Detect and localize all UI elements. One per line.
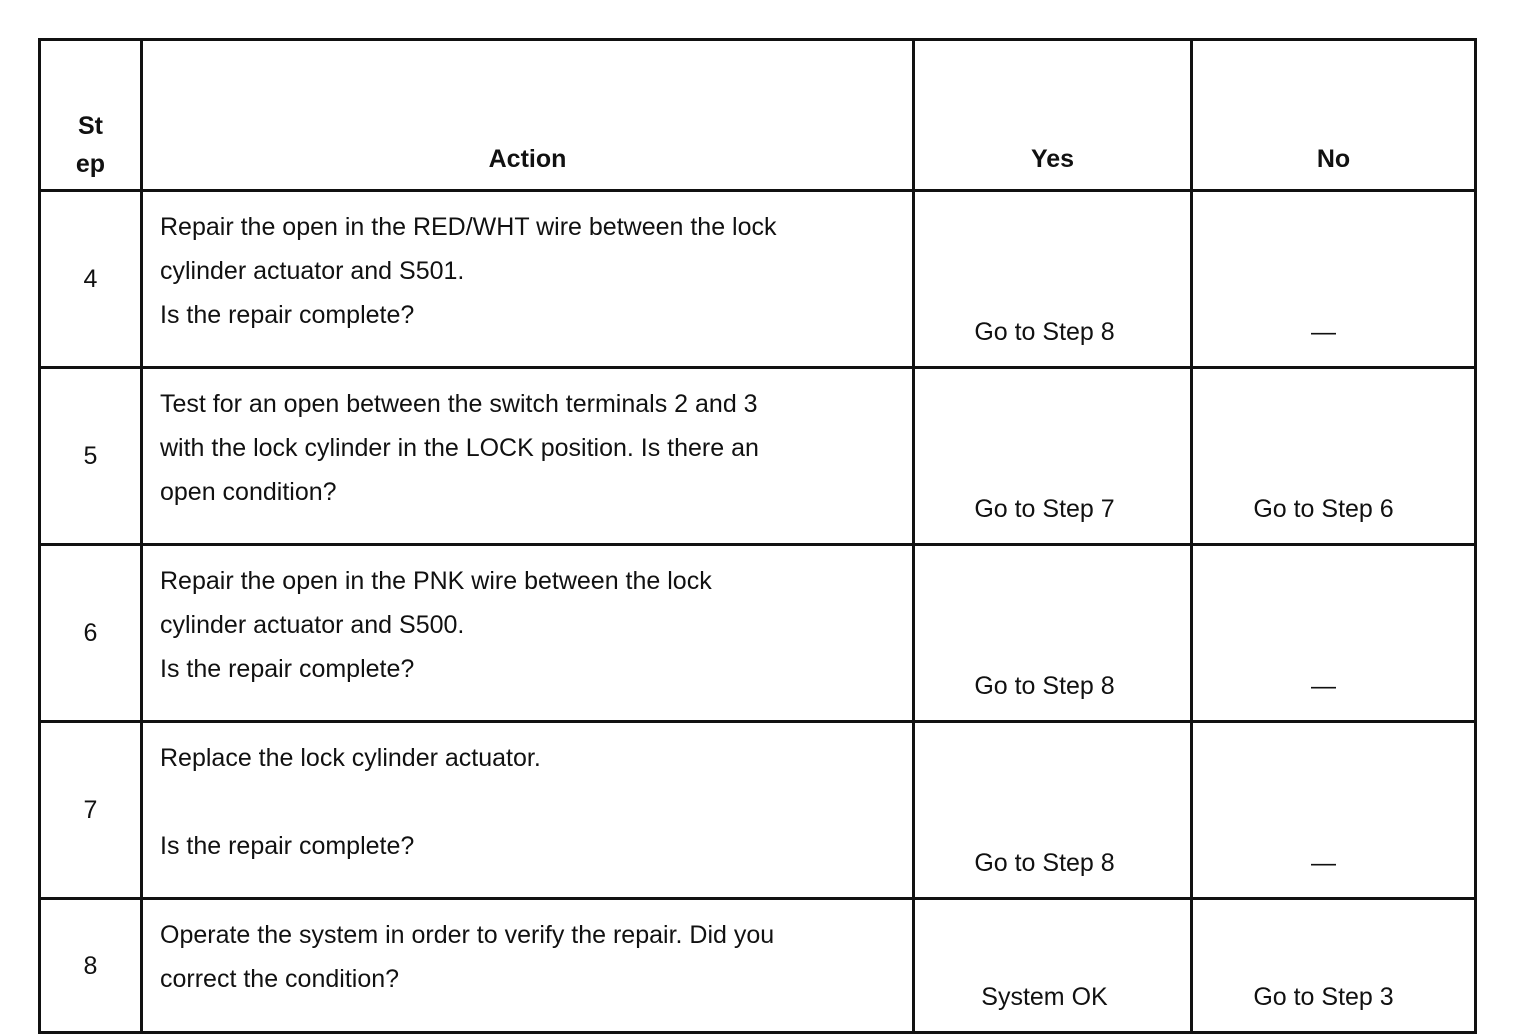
action-line: Repair the open in the PNK wire between the lock <box>160 567 712 595</box>
action-line: correct the condition? <box>160 965 400 993</box>
no-result: — <box>1311 318 1336 346</box>
header-step <box>40 40 142 191</box>
no-cell <box>1192 722 1476 899</box>
action-line: Repair the open in the RED/WHT wire between the lock <box>160 213 777 241</box>
action-line: cylinder actuator and S501. <box>160 257 465 285</box>
yes-cell <box>914 722 1192 899</box>
action-line: Replace the lock cylinder actuator. <box>160 744 541 772</box>
action-cell <box>142 368 914 545</box>
action-line: Operate the system in order to verify the repair. Did you <box>160 921 775 949</box>
action-line: Is the repair complete? <box>160 655 415 683</box>
table-row <box>40 722 1476 899</box>
action-cell <box>142 722 914 899</box>
yes-cell <box>914 545 1192 722</box>
action-line: Is the repair complete? <box>160 832 415 860</box>
no-result: — <box>1311 672 1336 700</box>
no-result: Go to Step 3 <box>1253 983 1394 1011</box>
action-line: open condition? <box>160 478 337 506</box>
header-step-line: ep <box>75 150 106 178</box>
yes-cell <box>914 368 1192 545</box>
yes-result: Go to Step 7 <box>974 495 1115 523</box>
step-number: 4 <box>40 191 142 368</box>
yes-result: System OK <box>981 983 1108 1011</box>
action-line: with the lock cylinder in the LOCK position. Is there an <box>160 434 759 462</box>
header-yes: Yes <box>914 40 1192 191</box>
action-cell <box>142 191 914 368</box>
action-cell <box>142 899 914 1033</box>
header-action: Action <box>142 40 914 191</box>
no-cell <box>1192 899 1476 1033</box>
no-cell <box>1192 545 1476 722</box>
header-no: No <box>1192 40 1476 191</box>
step-number: 7 <box>40 722 142 899</box>
yes-result: Go to Step 8 <box>974 318 1115 346</box>
yes-result: Go to Step 8 <box>974 672 1115 700</box>
no-cell <box>1192 191 1476 368</box>
yes-result: Go to Step 8 <box>974 849 1115 877</box>
step-number: 8 <box>40 899 142 1033</box>
action-cell <box>142 545 914 722</box>
table-row <box>40 191 1476 368</box>
header-step-line: St <box>78 112 103 140</box>
no-cell <box>1192 368 1476 545</box>
table-row <box>40 368 1476 545</box>
no-result: Go to Step 6 <box>1253 495 1394 523</box>
action-spacer <box>160 780 898 824</box>
table-row <box>40 545 1476 722</box>
table-row <box>40 899 1476 1033</box>
action-line: cylinder actuator and S500. <box>160 611 465 639</box>
diagnostic-table <box>38 38 1477 1034</box>
step-number: 6 <box>40 545 142 722</box>
yes-cell <box>914 899 1192 1033</box>
yes-cell <box>914 191 1192 368</box>
action-line: Test for an open between the switch terminals 2 and 3 <box>160 390 758 418</box>
step-number: 5 <box>40 368 142 545</box>
no-result: — <box>1311 849 1336 877</box>
action-line: Is the repair complete? <box>160 301 415 329</box>
table-header-row <box>40 40 1476 191</box>
